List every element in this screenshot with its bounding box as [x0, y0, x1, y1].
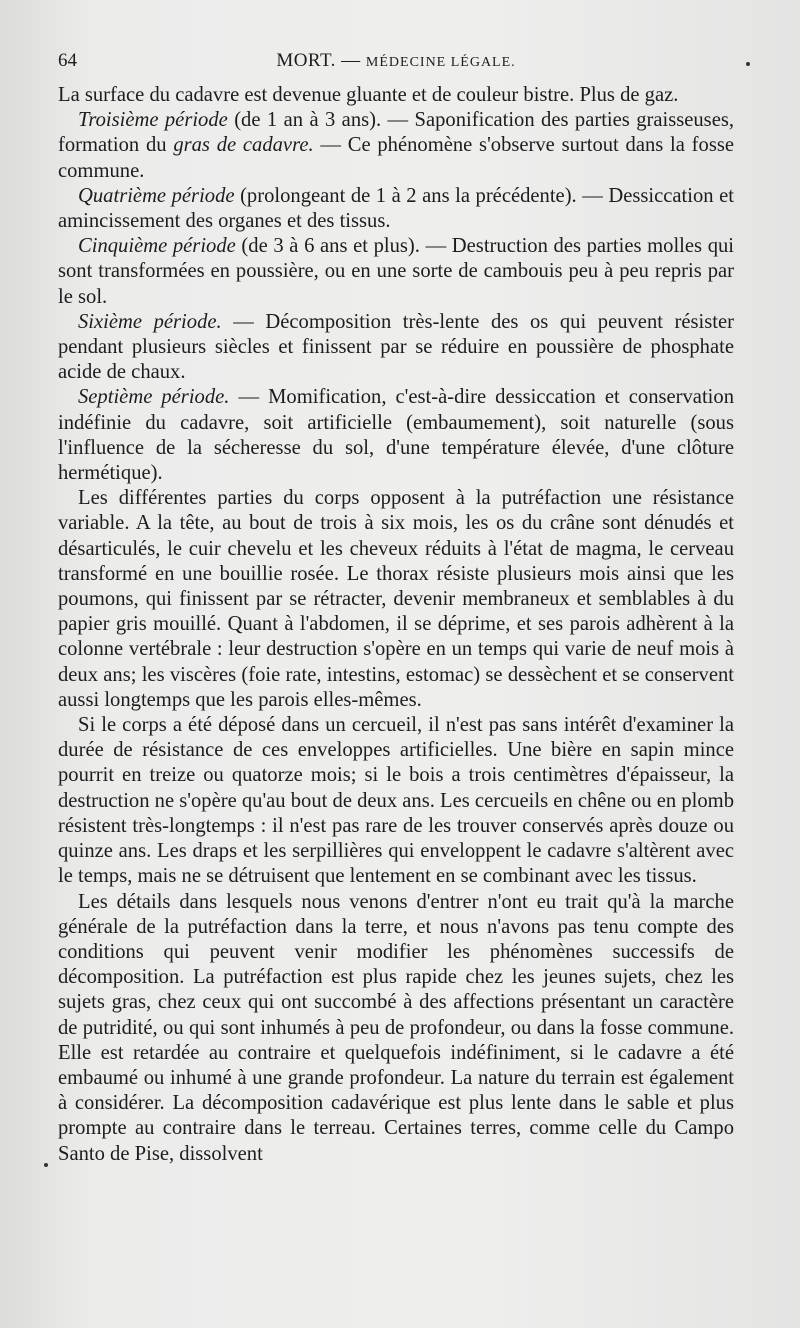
- running-title-dash: —: [341, 50, 361, 71]
- paragraph-coffin: Si le corps a été déposé dans un cercueil, il n'est pas sans intérêt d'examiner la durée de résistance de ces enveloppes artificielles. Une bière en sapin mince pourrit en treize ou quatorze mois; si le bois a trois centimètres d'épaisseur, la destruction ne s'opère qu'au bout de deux ans. Les cercueils en chêne ou en plomb résistent très-longtemps : il n'est pas rare de les trouver conservés après douze ou quinze ans. Les draps et les serpillières qui enveloppent le cadavre s'altèrent avec le temps, mais ne se détruisent que lentement en se combinant avec les tissus.: [58, 714, 734, 888]
- running-title-main: MORT.: [276, 50, 336, 71]
- period-heading-sixth: Sixième période.: [78, 310, 222, 333]
- paragraph-text: (prolongeant de 1 à 2 ans la précédente). — Dessiccation et amincissement des organes et des tissus.: [58, 184, 734, 233]
- running-title-sub: MÉDECINE LÉGALE.: [365, 55, 516, 70]
- paragraph-text: — Momification, c'est-à-dire dessiccation et conservation indéfinie du cadavre, soit artificielle (embaumement), soit naturelle (sous l'influence de la sécheresse du sol, d'une température élevée, d'une clôture hermétique).: [58, 386, 734, 485]
- paragraph-surface: La surface du cadavre est devenue gluante et de couleur bistre. Plus de gaz.: [58, 84, 679, 106]
- paragraph-fourth-period: [58, 184, 734, 234]
- page-number: 64: [58, 50, 77, 71]
- period-heading-seventh: Septième période.: [78, 386, 230, 409]
- paragraph-seventh-period: [58, 385, 734, 486]
- margin-speck: [746, 62, 750, 66]
- paragraph-conditions: Les détails dans lesquels nous venons d'entrer n'ont eu trait qu'à la marche générale de la putréfaction dans la terre, et nous n'avons pas tenu compte des conditions qui peuvent venir modifier les phénomènes successifs de décomposition. La putréfaction est plus rapide chez les jeunes sujets, chez les sujets gras, chez ceux qui ont succombé à des affections présentant un caractère de putridité, ou qui sont inhumés à peu de profondeur, ou dans la fosse commune. Elle est retardée au contraire et quelquefois indéfiniment, si le cadavre a été embaumé ou inhumé à une grande profondeur. La nature du terrain est également à considérer. La décomposition cadavérique est plus lente dans le sable et plus prompte au contraire dans le terreau. Certaines terres, comme celle du Campo Santo de Pise, dissolvent: [58, 890, 734, 1165]
- term-gras-de-cadavre: gras de cadavre.: [173, 134, 314, 157]
- running-header: [58, 50, 734, 78]
- period-heading-third: Troisième période: [78, 109, 228, 132]
- page-body: [58, 83, 734, 1167]
- period-heading-fourth: Quatrième période: [78, 184, 235, 207]
- running-title: [58, 50, 734, 72]
- paragraph-text: — Ce phénomène s'observe surtout dans la fosse commune.: [58, 134, 734, 182]
- paragraph-text: (de 3 à 6 ans et plus). — Destruction des parties molles qui sont transformées en poussière, ou en une sorte de cambouis peu à peu repris par le sol.: [58, 235, 735, 308]
- paragraph-body-parts: Les différentes parties du corps opposent à la putréfaction une résistance variable. A la tête, au bout de trois à six mois, les os du crâne sont dénudés et désarticulés, le cuir chevelu et les cheveux réduits à l'état de magma, le cerveau transformé en une bouillie rosée. Le thorax résiste plusieurs mois ainsi que les poumons, qui finissent par se rétracter, devenir membraneux et semblables à du papier gris mouillé. Quant à l'abdomen, il se déprime, et ses parois adhèrent à la colonne vertébrale : leur destruction s'opère en un temps qui varie de neuf mois à deux ans; les viscères (foie rate, intestins, estomac) se dessèchent et se conservent aussi longtemps que les parois elles-mêmes.: [58, 487, 734, 711]
- paragraph-text: — Décomposition très-lente des os qui peuvent résister pendant plusieurs siècles et finissent par se réduire en poussière de phosphate acide de chaux.: [58, 310, 734, 384]
- paragraph-fifth-period: [58, 234, 734, 310]
- paragraph-third-period: [58, 108, 734, 184]
- period-heading-fifth: Cinquième période: [78, 235, 236, 258]
- margin-speck: [44, 1163, 48, 1167]
- paragraph-sixth-period: [58, 310, 734, 386]
- paragraph-text: (de 1 an à 3 ans). — Saponification des parties graisseuses, formation du: [58, 109, 735, 157]
